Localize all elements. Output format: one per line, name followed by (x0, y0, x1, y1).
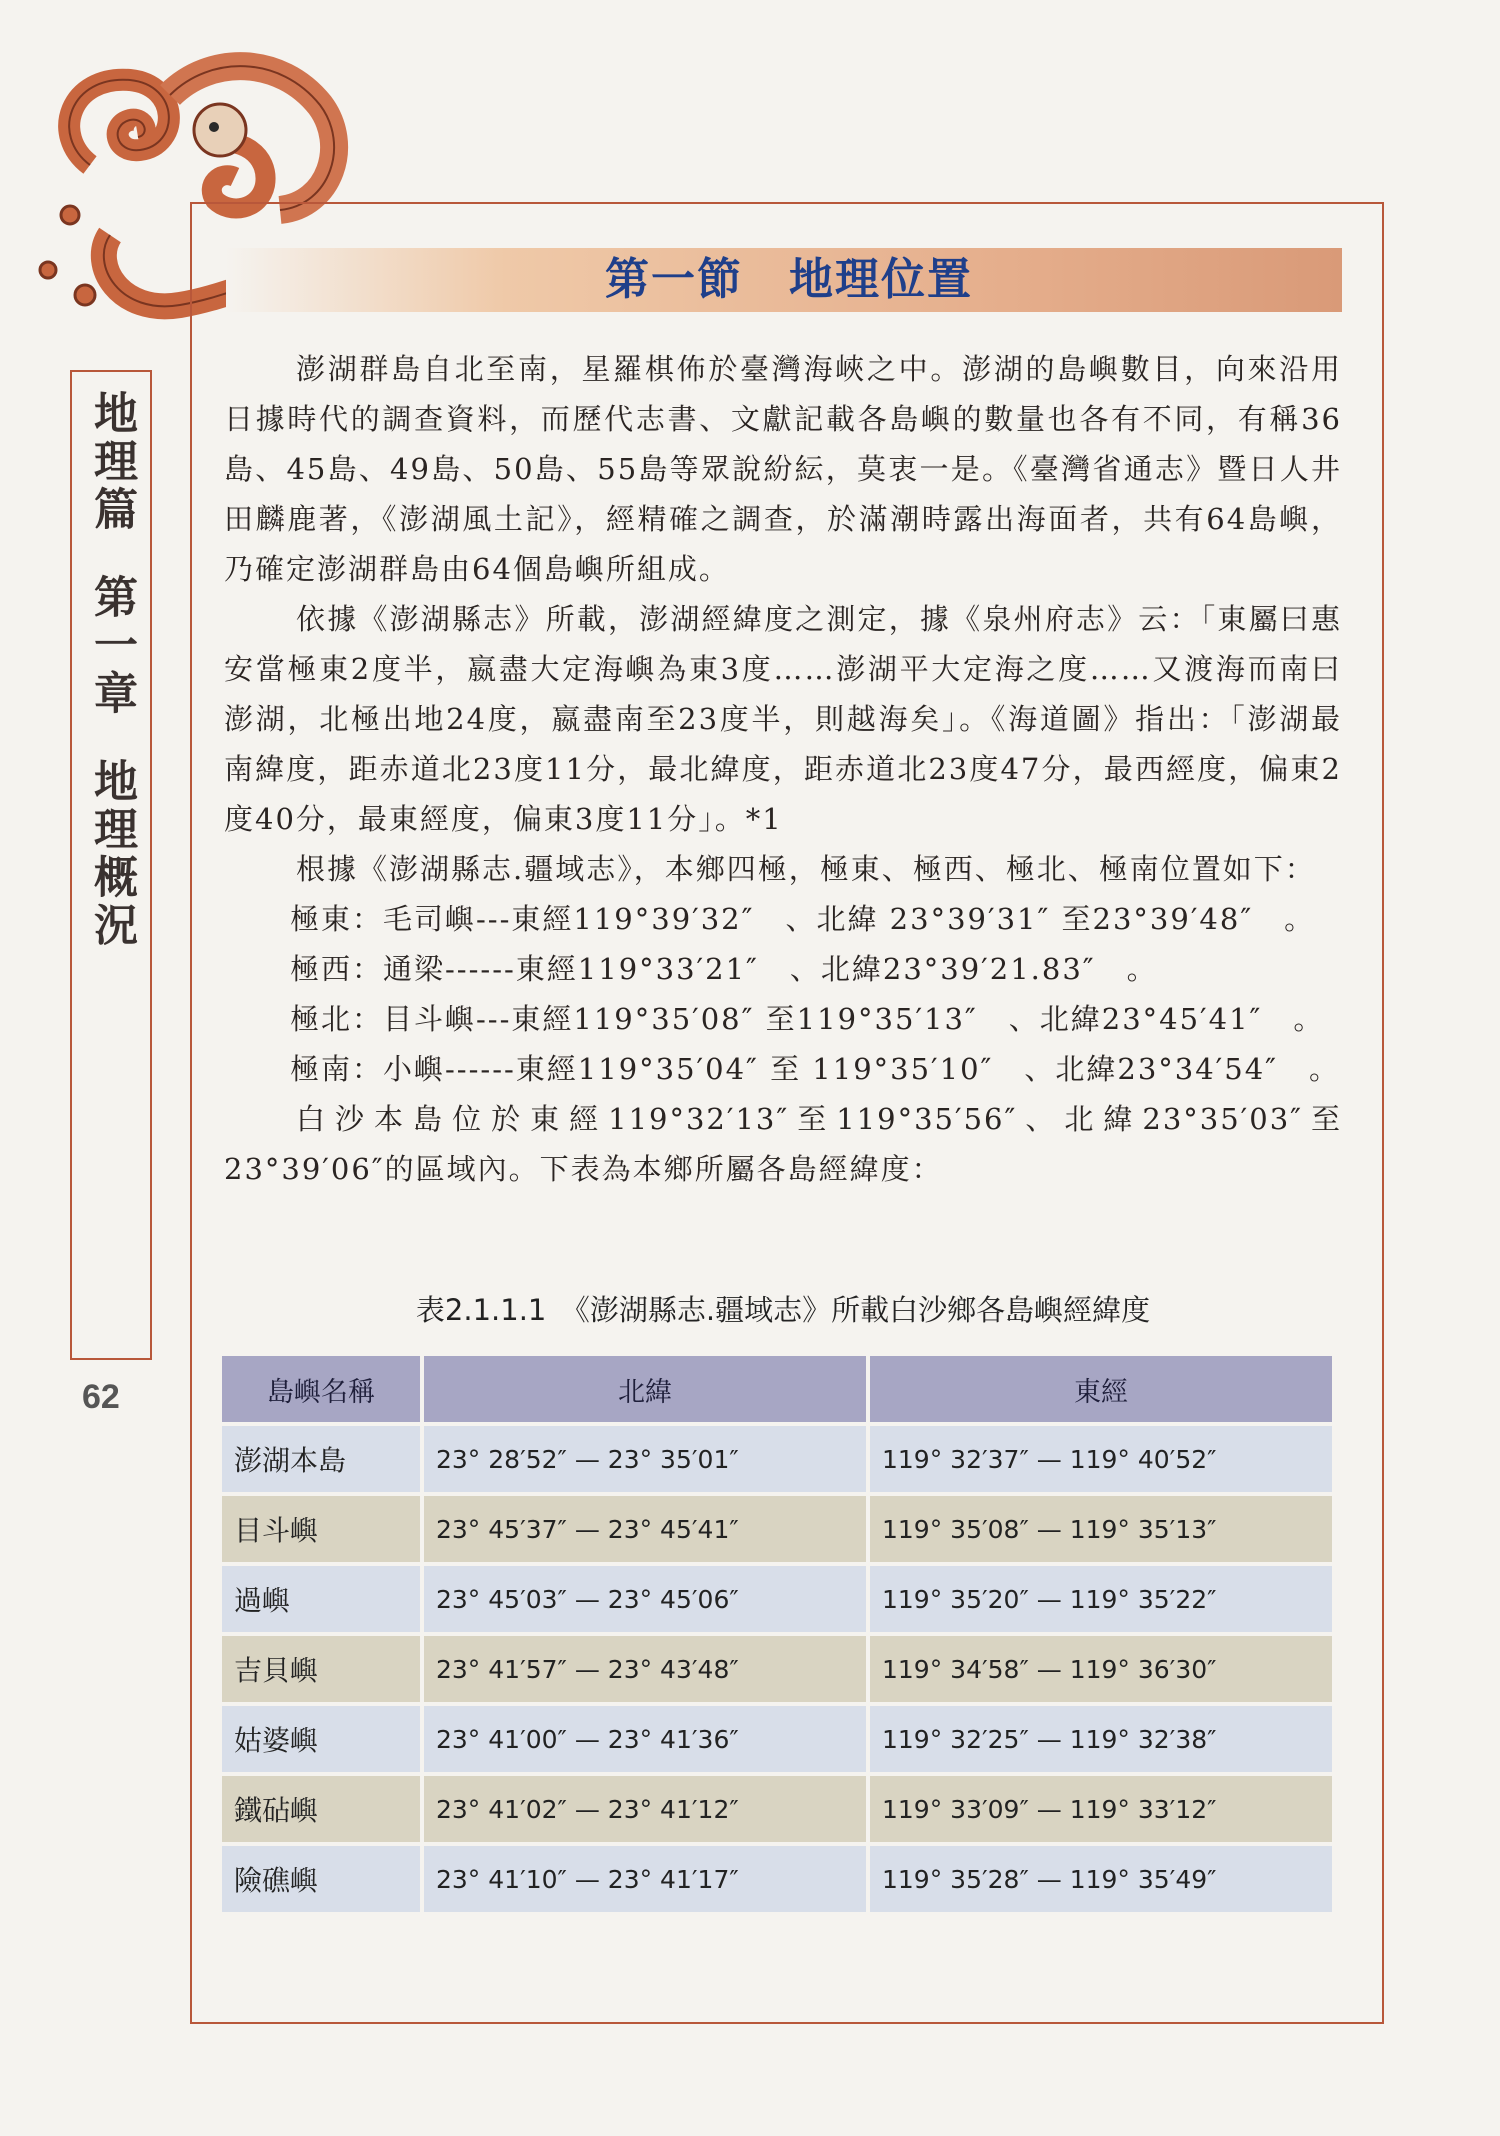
island-name: 鐵砧嶼 (222, 1776, 420, 1842)
paragraph-1: 澎湖群島自北至南，星羅棋佈於臺灣海峽之中。澎湖的島嶼數目，向來沿用日據時代的調查資料，而歷代志書、文獻記載各島嶼的數量也各有不同，有稱36島、45島、49島、50島、55島等眾說紛紜，莫衷一是。《臺灣省通志》暨日人井田麟鹿著，《澎湖風土記》，經精確之調查，於滿潮時露出海面者，共有64島嶼，乃確定澎湖群島由64個島嶼所組成。 (224, 352, 1342, 586)
pole-south: 極南：小嶼------東經119°35′04″ 至 119°35′10″ 、北緯23°34′54″ 。 (290, 1052, 1340, 1086)
side-chapter: 第一章 (86, 574, 137, 718)
table-row (222, 1566, 1332, 1632)
table-row (222, 1426, 1332, 1492)
table-header-row (222, 1356, 1332, 1422)
paragraph-2: 依據《澎湖縣志》所載，澎湖經緯度之測定，據《泉州府志》云：「東屬曰惠安當極東2度半，嬴盡大定海嶼為東3度……澎湖平大定海之度……又渡海而南曰澎湖，北極出地24度，嬴盡南至23度半，則越海矣」。《海道圖》指出：「澎湖最南緯度，距赤道北23度11分，最北緯度，距赤道北23度47分，最西經度，偏東2度40分，最東經度，偏東3度11分」。*1 (224, 602, 1342, 836)
latitude-cell: 23° 28′52″ — 23° 35′01″ (420, 1426, 866, 1492)
longitude-cell: 119° 35′08″ — 119° 35′13″ (866, 1496, 1332, 1562)
longitude-cell: 119° 32′25″ — 119° 32′38″ (866, 1706, 1332, 1772)
body-text (224, 344, 1342, 1194)
longitude-cell: 119° 34′58″ — 119° 36′30″ (866, 1636, 1332, 1702)
latitude-cell: 23° 45′37″ — 23° 45′41″ (420, 1496, 866, 1562)
side-part: 地理篇 (86, 390, 137, 534)
table-row (222, 1706, 1332, 1772)
latitude-cell: 23° 41′00″ — 23° 41′36″ (420, 1706, 866, 1772)
chapter-sidebar-text (79, 390, 143, 950)
side-topic: 地理概況 (86, 758, 137, 950)
island-name: 吉貝嶼 (222, 1636, 420, 1702)
latitude-cell: 23° 41′57″ — 23° 43′48″ (420, 1636, 866, 1702)
pole-west: 極西：通梁------東經119°33′21″ 、北緯23°39′21.83″ 。 (290, 952, 1158, 986)
island-name: 姑婆嶼 (222, 1706, 420, 1772)
header-longitude: 東經 (866, 1356, 1332, 1422)
chapter-sidebar (70, 370, 152, 1360)
island-name: 險礁嶼 (222, 1846, 420, 1912)
header-latitude: 北緯 (420, 1356, 866, 1422)
longitude-cell: 119° 32′37″ — 119° 40′52″ (866, 1426, 1332, 1492)
longitude-cell: 119° 35′28″ — 119° 35′49″ (866, 1846, 1332, 1912)
island-name: 澎湖本島 (222, 1426, 420, 1492)
page-number: 62 (82, 1378, 120, 1416)
section-title: 第一節 地理位置 (605, 254, 973, 305)
island-name: 過嶼 (222, 1566, 420, 1632)
section-banner (226, 248, 1342, 312)
pole-north: 極北：目斗嶼---東經119°35′08″ 至119°35′13″ 、北緯23°45′41″ 。 (290, 1002, 1325, 1036)
pole-east: 極東：毛司嶼---東經119°39′32″ 、北緯 23°39′31″ 至23°39′48″ 。 (290, 902, 1316, 936)
longitude-cell: 119° 35′20″ — 119° 35′22″ (866, 1566, 1332, 1632)
latitude-cell: 23° 41′02″ — 23° 41′12″ (420, 1776, 866, 1842)
table-row (222, 1496, 1332, 1562)
table-row (222, 1776, 1332, 1842)
island-coordinates-table (222, 1352, 1332, 1916)
paragraph-3: 根據《澎湖縣志.疆域志》，本鄉四極，極東、極西、極北、極南位置如下： (296, 852, 1316, 886)
table-row (222, 1846, 1332, 1912)
island-name: 目斗嶼 (222, 1496, 420, 1562)
table-row (222, 1636, 1332, 1702)
header-name: 島嶼名稱 (222, 1356, 420, 1422)
table-caption: 表2.1.1.1 《澎湖縣志.疆域志》所載白沙鄉各島嶼經緯度 (415, 1293, 1151, 1327)
paragraph-4: 白沙本島位於東經119°32′13″至119°35′56″、北緯23°35′03″至23°39′06″的區域內。下表為本鄉所屬各島經緯度： (224, 1102, 1342, 1186)
longitude-cell: 119° 33′09″ — 119° 33′12″ (866, 1776, 1332, 1842)
latitude-cell: 23° 41′10″ — 23° 41′17″ (420, 1846, 866, 1912)
latitude-cell: 23° 45′03″ — 23° 45′06″ (420, 1566, 866, 1632)
